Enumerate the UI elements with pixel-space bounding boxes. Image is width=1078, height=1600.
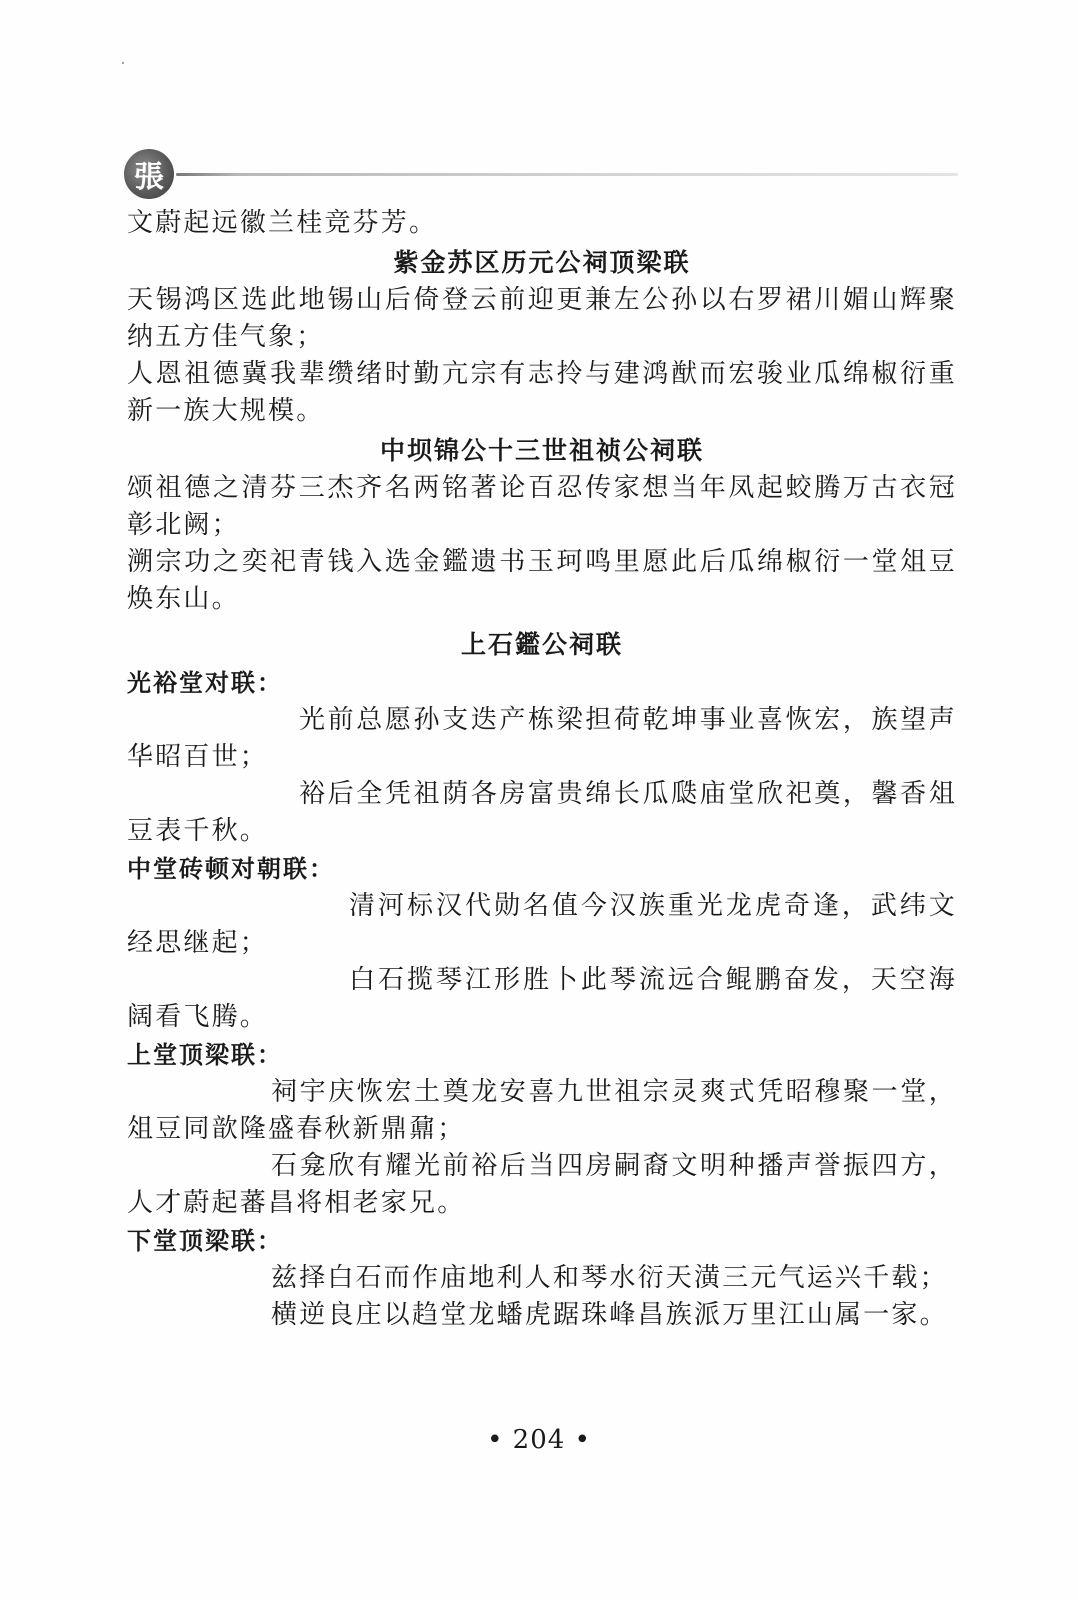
subsection-label: 上堂顶梁联：	[127, 1041, 283, 1069]
couplet-line: 祠宇庆恢宏土奠龙安喜九世祖宗灵爽式凭昭穆聚一堂，俎豆同歆隆盛春秋新鼎鼐；	[127, 1077, 957, 1144]
paragraph: 文蔚起远徽兰桂竞芬芳。	[127, 208, 438, 238]
couplet-line: 天锡鸿区选此地锡山后倚登云前迎更兼左公孙以右罗裙川媚山辉聚纳五方佳气象；	[127, 285, 957, 352]
header-rule	[176, 173, 958, 176]
page-body	[127, 205, 957, 1334]
zhang-seal-logo	[124, 149, 174, 199]
section-title: 紫金苏区历元公祠顶梁联	[393, 248, 691, 277]
page-number: • 204 •	[487, 1425, 591, 1455]
page-header	[118, 146, 958, 202]
logo-char: 張	[134, 160, 164, 195]
couplet-line: 横逆良庄以趋堂龙蟠虎踞珠峰昌族派万里江山属一家。	[271, 1300, 948, 1330]
couplet-line: 光前总愿孙支迭产栋梁担荷乾坤事业喜恢宏，族望声华昭百世；	[127, 705, 957, 772]
couplet-line: 颂祖德之清芬三杰齐名两铭著论百忍传家想当年凤起蛟腾万古衣冠彰北阙；	[127, 473, 957, 540]
couplet-line: 石龛欣有耀光前裕后当四房嗣裔文明种播声誉振四方，人才蔚起蕃昌将相老家兄。	[127, 1151, 957, 1218]
couplet-line: 兹择白石而作庙地利人和琴水衍天潢三元气运兴千载；	[271, 1263, 948, 1293]
section-title: 中坝锦公十三世祖祯公祠联	[379, 436, 704, 465]
couplet-line: 白石揽琴江形胜卜此琴流远合鲲鹏奋发，天空海阔看飞腾。	[127, 965, 957, 1032]
scan-speck	[122, 62, 124, 64]
subsection-label: 光裕堂对联：	[127, 669, 283, 697]
subsection-label: 中堂砖顿对朝联：	[127, 855, 335, 883]
subsection-label: 下堂顶梁联：	[127, 1227, 283, 1255]
couplet-line: 清河标汉代勋名值今汉族重光龙虎奇逢，武纬文经思继起；	[127, 891, 957, 958]
couplet-line: 裕后全凭祖荫各房富贵绵长瓜瓞庙堂欣祀奠，馨香俎豆表千秋。	[127, 779, 957, 846]
section-title: 上石鑑公祠联	[460, 630, 623, 659]
couplet-line: 溯宗功之奕祀青钱入选金鑑遗书玉珂鸣里愿此后瓜绵椒衍一堂俎豆焕东山。	[127, 547, 957, 614]
couplet-line: 人恩祖德冀我辈缵绪时勤亢宗有志拎与建鸿猷而宏骏业瓜绵椒衍重新一族大规模。	[127, 359, 957, 426]
